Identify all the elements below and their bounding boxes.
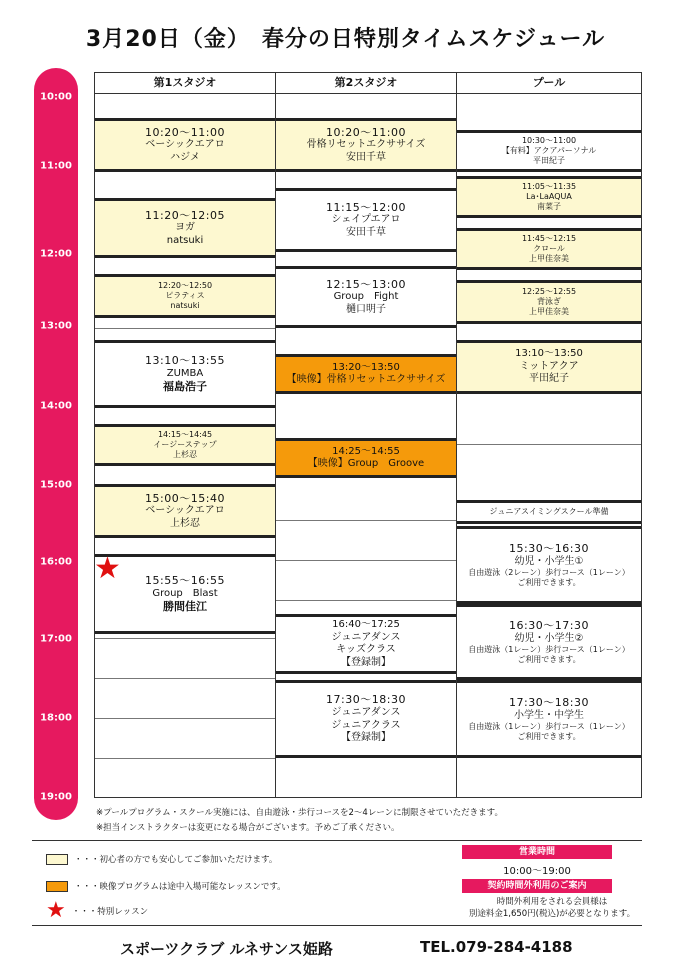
lesson-sub: キッズクラス [336, 644, 396, 655]
lesson-name: Group Fight [333, 291, 399, 303]
time-label: 16:00 [40, 556, 72, 568]
lesson-time: 10:30～11:00 [521, 136, 577, 145]
time-label: 14:00 [40, 400, 72, 412]
lesson-time: 13:20～13:50 [332, 361, 400, 373]
lesson-block[interactable] [276, 266, 456, 328]
lesson-instructor: ハジメ [170, 151, 200, 163]
lesson-instructor: 上杉忍 [173, 450, 197, 459]
grid-line [276, 600, 456, 601]
lesson-name: ベーシックエアロ [145, 505, 225, 517]
time-label: 18:00 [40, 712, 72, 724]
lesson-note: 【登録制】 [341, 732, 391, 744]
lesson-block[interactable] [276, 354, 456, 394]
column-header-pool: プール [457, 72, 641, 94]
lesson-name: 幼児・小学生② [514, 632, 584, 644]
lesson-instructor: 上杉忍 [170, 517, 200, 529]
lesson-name: ジュニアダンス [331, 707, 401, 719]
lesson-name: ピラティス [165, 291, 205, 300]
lesson-block[interactable] [94, 551, 275, 634]
extra-line: 時間外利用をされる会員様は [496, 897, 608, 907]
lesson-time: 12:20～12:50 [157, 281, 213, 290]
lesson-note: ご利用できます。 [517, 655, 581, 665]
lesson-time: 12:25～12:55 [521, 287, 577, 296]
lesson-name: ヨガ [175, 222, 195, 234]
time-label: 19:00 [40, 791, 72, 803]
lesson-time: 17:30～18:30 [326, 693, 406, 707]
lesson-block[interactable] [95, 118, 275, 172]
video-swatch [46, 881, 68, 892]
grid-line [95, 758, 275, 759]
lesson-instructor: 上甲佳奈美 [529, 254, 569, 263]
lesson-time: 10:20～11:00 [326, 125, 406, 139]
legend-item [46, 898, 149, 923]
lesson-block[interactable] [457, 604, 641, 680]
legend-text: ・・・映像プログラムは途中入場可能なレッスンです。 [74, 882, 286, 892]
lesson-time: 14:25～14:55 [332, 445, 400, 457]
lesson-instructor: 平田紀子 [529, 373, 569, 385]
lesson-name: 【有料】アクアパーソナル [501, 146, 597, 155]
time-label: 12:00 [40, 248, 72, 260]
lesson-note: ご利用できます。 [517, 578, 581, 588]
lesson-time: 12:15～13:00 [326, 277, 406, 291]
grid-line [95, 678, 275, 679]
lesson-name: ジュニアダンス [331, 631, 401, 643]
lesson-block[interactable] [457, 340, 641, 394]
lesson-instructor: natsuki [166, 234, 204, 246]
lesson-name: 【映像】骨格リセットエクササイズ [286, 374, 446, 385]
lesson-name: Group Blast [152, 587, 218, 599]
lesson-instructor: 平田紀子 [533, 156, 565, 165]
time-label: 10:00 [40, 91, 72, 103]
lesson-time: 17:30～18:30 [509, 695, 589, 709]
extra-label: 契約時間外利用のご案内 [462, 879, 612, 893]
grid-line [95, 328, 275, 329]
lesson-block[interactable] [457, 526, 641, 604]
lesson-instructor: 安田千草 [346, 151, 386, 163]
lesson-block[interactable] [276, 188, 456, 252]
lesson-sub: ジュニアクラス [331, 719, 401, 731]
lesson-note: 自由遊泳（2レーン）歩行コース（1レーン） [468, 568, 630, 578]
grid-line [457, 444, 641, 445]
legend-item [46, 853, 277, 865]
lesson-instructor: natsuki [170, 301, 200, 310]
club-name: スポーツクラブ ルネサンス姫路 [120, 940, 333, 958]
lesson-name: ZUMBA [166, 367, 204, 379]
lesson-instructor: 南菜子 [537, 202, 561, 211]
phone-number: TEL.079-284-4188 [420, 938, 573, 956]
lesson-note: 自由遊泳（1レーン）歩行コース（1レーン） [468, 722, 630, 732]
star-icon: ★ [94, 551, 121, 586]
extra-line: 別途料金1,650円(税込)が必要となります。 [468, 909, 636, 919]
lesson-name: 小学生・中学生 [514, 709, 584, 721]
lesson-time: 16:30～17:30 [509, 618, 589, 632]
lesson-block[interactable] [457, 680, 641, 758]
legend-text: ・・・初心者の方でも安心してご参加いただけます。 [74, 855, 278, 865]
lesson-time: 15:30～16:30 [509, 541, 589, 555]
time-label: 17:00 [40, 633, 72, 645]
lesson-block[interactable] [457, 228, 641, 270]
lesson-time: 11:05～11:35 [521, 182, 577, 191]
lesson-instructor: 安田千草 [346, 226, 386, 238]
beginner-swatch [46, 854, 68, 865]
grid-line [276, 520, 456, 521]
time-label: 15:00 [40, 479, 72, 491]
lesson-time: 14:15～14:45 [157, 430, 213, 439]
lesson-block[interactable] [95, 424, 275, 466]
divider [32, 925, 642, 926]
note-line: ※プールプログラム・スクール実施には、自由遊泳・歩行コースを2～4レーンに制限させていただきます。 [96, 808, 503, 818]
lesson-time: 13:10～13:55 [145, 354, 225, 367]
grid-line [95, 638, 275, 639]
lesson-note: ご利用できます。 [517, 732, 581, 742]
lesson-time: 11:15～12:00 [326, 200, 406, 214]
time-label: 11:00 [40, 160, 72, 172]
lesson-block[interactable] [457, 130, 641, 172]
lesson-name: 背泳ぎ [537, 297, 561, 306]
divider [32, 840, 642, 841]
column-header-studio2: 第2スタジオ [276, 72, 456, 94]
lesson-time: 15:55～16:55 [145, 574, 225, 587]
lesson-note: 【登録制】 [341, 656, 391, 668]
lesson-block[interactable] [95, 198, 275, 258]
lesson-instructor: 上甲佳奈美 [529, 307, 569, 316]
lesson-time: 15:00～15:40 [145, 491, 225, 505]
lesson-name: La･LaAQUA [526, 192, 572, 201]
lesson-name: ミットアクア [519, 360, 579, 372]
lesson-name: 骨格リセットエクササイズ [306, 139, 426, 151]
lesson-name: シェイプエアロ [331, 214, 401, 226]
lesson-time: 16:40～17:25 [332, 619, 400, 630]
time-bar [34, 68, 78, 820]
lesson-block[interactable] [276, 118, 456, 172]
time-label: 13:00 [40, 320, 72, 332]
legend-item [46, 880, 286, 892]
lesson-time: 13:10～13:50 [515, 348, 583, 360]
lesson-time: 10:20～11:00 [145, 125, 225, 139]
lesson-block[interactable] [276, 438, 456, 478]
lesson-instructor: 勝間佳江 [163, 600, 207, 614]
lesson-instructor: 樋口明子 [346, 303, 386, 315]
note-line: ※担当インストラクターは変更になる場合がございます。予めご了承ください。 [96, 823, 400, 833]
lesson-time: 11:20～12:05 [145, 208, 225, 222]
lesson-instructor: 福島浩子 [163, 380, 207, 394]
lesson-note: 自由遊泳（1レーン）歩行コース（1レーン） [468, 645, 630, 655]
hours-value: 10:00～19:00 [503, 866, 571, 877]
lesson-block[interactable] [457, 176, 641, 218]
hours-label: 営業時間 [462, 845, 612, 859]
grid-line [276, 560, 456, 561]
lesson-block[interactable] [95, 484, 275, 538]
lesson-name: 幼児・小学生① [514, 555, 584, 567]
extra-note [462, 896, 642, 920]
lesson-name: クロール [533, 244, 565, 253]
lesson-time: 11:45～12:15 [521, 234, 577, 243]
notes [96, 806, 503, 836]
lesson-name: イージーステップ [153, 440, 217, 449]
page-title: 3月20日（金） 春分の日特別タイムスケジュール [85, 27, 606, 52]
legend-text: ・・・特別レッスン [71, 907, 149, 917]
lesson-block[interactable] [95, 340, 275, 408]
lesson-block[interactable] [276, 680, 456, 758]
column-header-studio1: 第1スタジオ [95, 72, 275, 94]
lesson-block[interactable] [95, 274, 275, 318]
lesson-name: 【映像】Group Groove [307, 458, 425, 469]
lesson-name: ベーシックエアロ [145, 139, 225, 151]
star-icon: ★ [46, 898, 66, 923]
lesson-block[interactable] [276, 614, 456, 674]
lesson-block[interactable] [457, 280, 641, 324]
lesson-name: ジュニアスイミングスクール準備 [489, 507, 609, 516]
lesson-block[interactable] [457, 500, 641, 524]
grid-line [95, 718, 275, 719]
